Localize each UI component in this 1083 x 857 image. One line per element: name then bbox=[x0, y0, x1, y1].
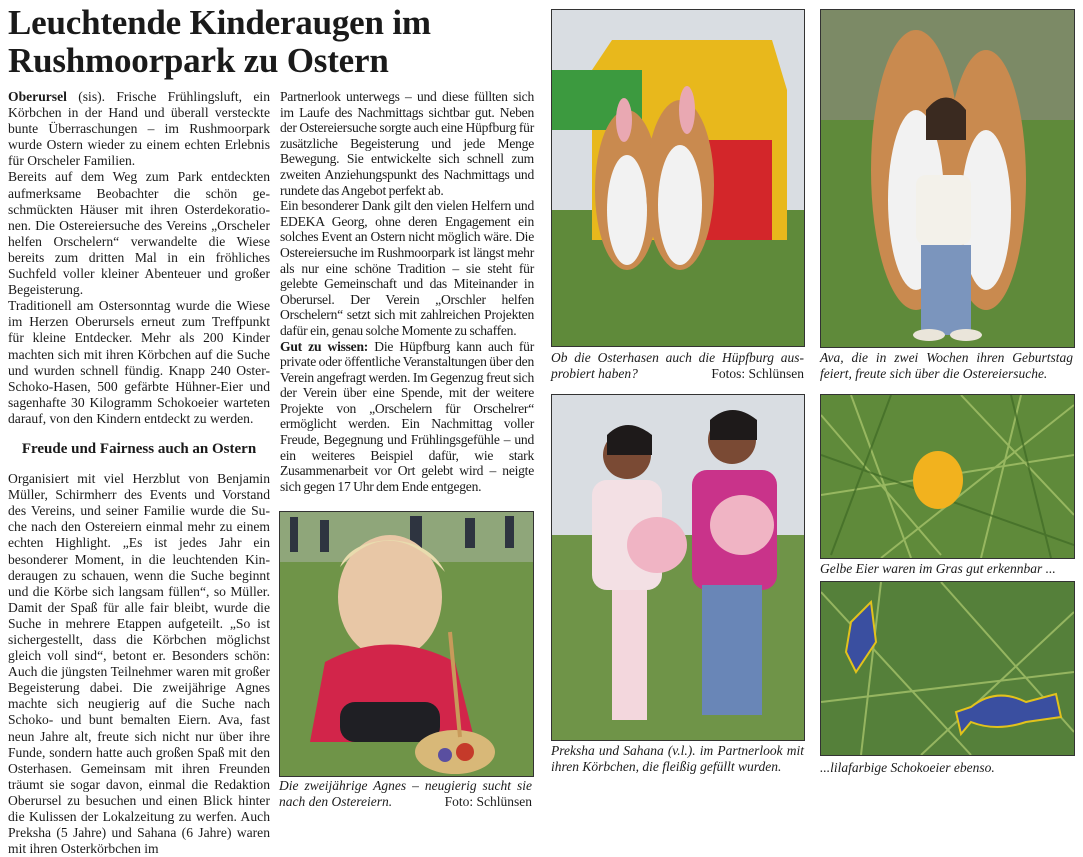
photo-credit: Fotos: Schlünsen bbox=[711, 365, 804, 381]
paragraph bbox=[8, 89, 270, 169]
yellow-egg-image bbox=[821, 395, 1074, 558]
headline: Leuchtende Kinderaugen im Rushmoorpark zu Ostern bbox=[8, 3, 431, 80]
caption-chocolate-eggs bbox=[820, 760, 1073, 776]
caption-ava-text: Ava, die in zwei Wochen ihren Geburtstag feiert, freute sich über die Ostereiersuche. bbox=[820, 350, 1073, 381]
agnes-image bbox=[280, 512, 533, 776]
caption-text bbox=[279, 778, 532, 809]
caption-bouncy-castle bbox=[551, 350, 804, 381]
article-column-1 bbox=[8, 89, 270, 857]
info-text: Die Hüpfburg kann auch für private oder öffentliche Veranstaltungen über den Verein angefragt werden. Im Gegenzug freut sich der Verein über eine Spende, mit der weitere Projekte von „Orschelern für Orschelrer“ ermöglicht werden. Ein Nachmittag voller Freude, Begegnung und Frühlingsgefühle – und ein weiteres Beispiel dafür, wie stark Zusammenarbeit vor Ort gelebt wird – neigte sich gegen 17 Uhr dem Ende entgegen. bbox=[280, 338, 534, 494]
paragraph: Traditionell am Ostersonntag wurde die Wiese im Herzen Oberursels erneut zum Treffpunkt für kleine Entdecker. Mehr als 200 Kinder machten sich mit ihren Körbchen auf die Suche und wurden schnell fündig. Knapp 240 Oster-Schoko-Hasen, 500 gefärbte Hühner-Eier und sagenhafte 30 Kilogramm Schokoeier warteten darauf, von den Kindern entdeckt zu werden. bbox=[8, 298, 270, 426]
subheading: Freude und Fairness auch an Ostern bbox=[21, 440, 257, 457]
caption-agnes-text: Die zweijährige Agnes – neugierig sucht sie nach den Ostereiern. bbox=[279, 778, 532, 809]
paragraph: Organisiert mit viel Herzblut von Benjamin Müller, Schirmherr des Events und Vorstand des Vereins, und seiner Familie wurde die Suche nach den Ostereiern einmal mehr zu einem echten Highlight. „Es ist jedes Jahr ein besonderer Moment, in die leuchtenden Kinderaugen zu schauen, wenn die Suche beginnt und die Körbe sich langsam füllen“, so Müller. Damit der Spaß für alle fair bleibt, wurde die Suche in mehrere Etappen aufgeteilt. „So ist sichergestellt, dass die Körbchen möglichst gleich voll sind“, betont er. Besonders schön: Auch die jüngsten Teilnehmer waren mit großer Begeisterung dabei. Die zweijährige Agnes machte sich neugierig auf die Suche nach Schoko- und bunt bemalten Eiern. Ava, fast neun Jahre alt, freute sich nicht nur über ihre Funde, sondern hatte auch großen Spaß mit den Osterhasen. Gemeinsam mit ihren Freunden träumt sie sogar davon, einmal die Redaktion Oberursel zu besuchen und einen Blick hinter die Kulissen der Lokalzeitung zu werfen. Auch Preksha (5 Jahre) und Sahana (6 Jahre) waren mit ihren Osterkörbchen im bbox=[8, 471, 270, 857]
caption-yellow-egg bbox=[820, 561, 1073, 577]
paragraph: Ein besonderer Dank gilt den vielen Helfern und EDEKA Georg, ohne deren Engagement ein solches Event an Ostern nicht möglich wäre. Die Ostereiersuche im Rushmoorpark ist längst mehr als nur eine schöne Tradition – sie steht für gelebte Gemeinschaft und das Miteinander in Oberursel. Der Verein „Orschler helfen Orschelern“ setzt sich mit zahlreichen Projekten dafür ein, genau solche Momente zu schaffen. bbox=[280, 198, 534, 338]
dateline: Oberursel bbox=[8, 89, 67, 104]
paragraph: Bereits auf dem Weg zum Park entdeckten aufmerksame Beobachter die schön geschmückten Häuser mit ihren Osterdekorationen. Die Ostereiersuche des Vereins „Orscheler helfen Orschelern“ verwandelte die Wiese bereits zum dritten Mal in ein fröhliches Suchfeld voller kleiner Abenteuer und großer Begeisterung. bbox=[8, 169, 270, 298]
preksha-sahana-image bbox=[552, 395, 804, 740]
photo-preksha-sahana bbox=[551, 394, 805, 741]
photo-agnes bbox=[279, 511, 534, 777]
paragraph: Partnerlook unterwegs – und diese füllten sich im Laufe des Nachmittags sichtbar gut. Neben der Ostereiersuche sorgte auch eine Hüpfburg für zusätzliche Begeisterung und jede Menge Bewegung. Sie entwickelte sich schnell zum zweiten Anziehungspunkt des Nachmittags und rundete das Angebot perfekt ab. bbox=[280, 89, 534, 198]
caption-preksha-sahana-text: Preksha und Sahana (v.l.). im Partnerlook mit ihren Körbchen, die fleißig gefüllt wurden. bbox=[551, 743, 804, 774]
ava-image bbox=[821, 10, 1074, 347]
caption-chocolate-eggs-text: ...lilafarbige Schokoeier ebenso. bbox=[820, 760, 995, 775]
article-column-2 bbox=[280, 89, 534, 494]
photo-bouncy-castle bbox=[551, 9, 805, 347]
info-label: Gut zu wissen: bbox=[280, 338, 369, 354]
chocolate-eggs-image bbox=[821, 582, 1074, 755]
photo-chocolate-eggs bbox=[820, 581, 1075, 756]
caption-text bbox=[551, 350, 804, 381]
caption-agnes bbox=[279, 778, 532, 809]
photo-credit: Foto: Schlünsen bbox=[444, 793, 532, 809]
caption-yellow-egg-text: Gelbe Eier waren im Gras gut erkennbar ... bbox=[820, 561, 1056, 576]
photo-ava bbox=[820, 9, 1075, 348]
bouncy-castle-image bbox=[552, 10, 804, 346]
paragraph-text: (sis). Frische Frühlingsluft, ein Körbchen in der Hand und überall versteckte bunte Überraschungen – im Rushmoorpark wurde Ostern wieder zu einem echten Erlebnis für Orscheler Familien. bbox=[8, 89, 270, 169]
caption-bouncy-castle-text: Ob die Osterhasen auch die Hüpfburg ausprobiert haben? bbox=[551, 350, 804, 381]
info-paragraph bbox=[280, 339, 534, 495]
caption-preksha-sahana bbox=[551, 743, 804, 774]
photo-yellow-egg bbox=[820, 394, 1075, 559]
caption-ava bbox=[820, 350, 1073, 381]
